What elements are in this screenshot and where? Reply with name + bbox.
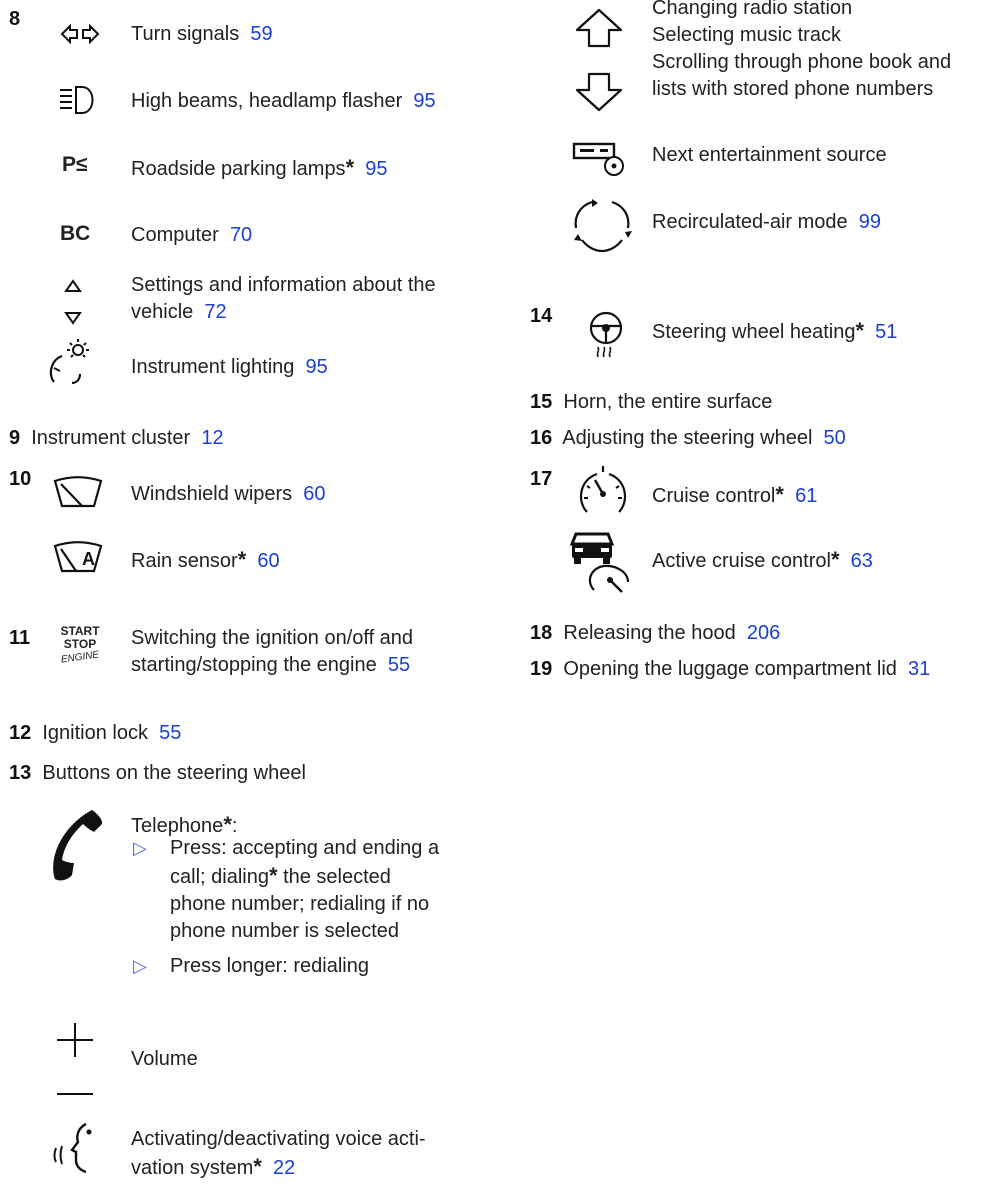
entry-label-line3: Scrolling through phone book and xyxy=(652,51,952,73)
optional-marker: * xyxy=(237,547,247,572)
high-beams-entry xyxy=(131,88,436,115)
entry-label: Computer xyxy=(131,224,219,246)
item-number-10: 10 xyxy=(9,468,32,490)
entry-label: Buttons on the steering wheel xyxy=(42,762,306,784)
bullet-line: Press: accepting and ending a xyxy=(170,837,440,859)
entry-label-line1: Switching the ignition on/off and xyxy=(131,627,414,649)
turn-signals-entry xyxy=(131,21,273,48)
entry-label: Roadside parking lamps xyxy=(131,158,346,180)
page-link[interactable]: 95 xyxy=(413,90,436,112)
optional-marker: * xyxy=(775,482,784,507)
entry-label: Active cruise control xyxy=(652,550,831,572)
entertainment-source-entry: Next entertainment source xyxy=(652,144,887,166)
entry-colon: : xyxy=(231,815,238,837)
entry-label-line2: vation system xyxy=(131,1157,254,1179)
voice-activation-icon xyxy=(52,1120,96,1186)
entry-label-line1: Settings and information about the xyxy=(131,274,436,296)
optional-marker: * xyxy=(345,155,355,180)
rain-sensor-entry xyxy=(131,546,280,575)
recirculation-entry xyxy=(652,209,881,236)
page-link[interactable]: 31 xyxy=(908,658,931,680)
item-number: 16 xyxy=(530,427,553,449)
page-link[interactable]: 60 xyxy=(303,483,326,505)
optional-marker: * xyxy=(855,318,865,343)
instrument-lighting-icon xyxy=(46,338,96,392)
settings-entry xyxy=(131,272,436,326)
entry-label: High beams, headlamp flasher xyxy=(131,90,403,112)
up-down-triangle-icon xyxy=(63,277,83,333)
page-link[interactable]: 99 xyxy=(858,211,882,233)
item-16 xyxy=(530,425,846,452)
optional-marker: * xyxy=(223,812,232,837)
page-link[interactable]: 51 xyxy=(875,321,898,343)
page-link[interactable]: 50 xyxy=(823,427,846,449)
instrument-lighting-entry xyxy=(131,354,328,381)
item-number: 9 xyxy=(9,427,21,449)
page-link[interactable]: 12 xyxy=(201,427,224,449)
entry-label: Recirculated-air mode xyxy=(652,211,848,233)
item-number: 19 xyxy=(530,658,553,680)
high-beam-icon xyxy=(58,85,98,121)
recirculation-icon xyxy=(570,196,634,260)
item-number-17: 17 xyxy=(530,468,553,490)
item-18 xyxy=(530,620,780,647)
phone-bullet-1 xyxy=(170,835,439,945)
page-link[interactable]: 72 xyxy=(204,301,227,323)
item-number-11: 11 xyxy=(9,627,31,649)
entry-label-line2: vehicle xyxy=(131,301,194,323)
item-number: 12 xyxy=(9,722,32,744)
entertainment-source-icon xyxy=(572,138,630,184)
entry-label: Windshield wipers xyxy=(131,483,293,505)
entry-label: Instrument lighting xyxy=(131,356,295,378)
entry-label: Adjusting the steering wheel xyxy=(562,427,813,449)
start-stop-icon xyxy=(55,625,105,664)
wipers-entry xyxy=(131,481,326,508)
item-number: 15 xyxy=(530,391,553,413)
entry-label-line1: Changing radio station xyxy=(652,0,853,19)
entry-label: Horn, the entire surface xyxy=(563,391,773,413)
item-15 xyxy=(530,389,772,416)
icon-text: START xyxy=(60,624,100,638)
entry-label: Releasing the hood xyxy=(563,622,736,644)
item-number-14: 14 xyxy=(530,305,553,327)
entry-label: Turn signals xyxy=(131,23,240,45)
ignition-entry xyxy=(131,625,413,679)
entry-label: Cruise control xyxy=(652,485,776,507)
page-link[interactable]: 60 xyxy=(257,550,280,572)
entry-label-line2: starting/stopping the engine xyxy=(131,654,377,676)
active-cruise-entry xyxy=(652,546,873,575)
cruise-control-entry xyxy=(652,481,817,510)
page-link[interactable]: 22 xyxy=(272,1157,296,1179)
page-link[interactable]: 63 xyxy=(850,550,873,572)
active-cruise-icon xyxy=(570,530,634,600)
item-12 xyxy=(9,720,181,747)
entry-label: Rain sensor xyxy=(131,550,238,572)
entry-label-line4: lists with stored phone numbers xyxy=(652,78,934,100)
entry-label: Ignition lock xyxy=(42,722,148,744)
optional-marker: * xyxy=(830,547,840,572)
cruise-control-icon xyxy=(575,464,631,526)
entry-label-line1: Activating/deactivating voice acti- xyxy=(131,1128,426,1150)
turn-signal-icon xyxy=(60,24,100,50)
voice-activation-entry xyxy=(131,1126,426,1182)
plus-minus-icon xyxy=(55,1020,95,1106)
radio-entry xyxy=(652,0,951,103)
entry-label: Steering wheel heating xyxy=(652,321,856,343)
item-13 xyxy=(9,760,306,787)
entry-label-line2: Selecting music track xyxy=(652,24,841,46)
entry-label: Opening the luggage compartment lid xyxy=(563,658,897,680)
steering-heating-icon xyxy=(586,311,626,365)
wiper-icon xyxy=(52,476,104,516)
page-link[interactable]: 70 xyxy=(229,224,253,246)
item-9 xyxy=(9,425,224,452)
svg-text:A: A xyxy=(82,549,95,569)
parking-lamp-icon: P≤ xyxy=(62,153,88,176)
volume-entry: Volume xyxy=(131,1048,198,1070)
telephone-icon xyxy=(50,808,105,889)
page-link[interactable]: 95 xyxy=(305,356,328,378)
rain-sensor-icon xyxy=(52,541,104,581)
page-link[interactable]: 59 xyxy=(250,23,273,45)
icon-text: STOP xyxy=(63,637,97,651)
page-link[interactable]: 61 xyxy=(795,485,818,507)
page-link[interactable]: 95 xyxy=(365,158,388,180)
entry-label: Instrument cluster xyxy=(31,427,191,449)
bc-icon: BC xyxy=(60,222,91,245)
bullet-icon: ▷ xyxy=(133,838,147,858)
arrow-up-icon xyxy=(573,8,625,54)
item-number: 18 xyxy=(530,622,553,644)
item-number-8: 8 xyxy=(9,8,21,30)
parking-lamps-entry xyxy=(131,154,388,183)
computer-entry xyxy=(131,222,252,249)
phone-bullet-2: Press longer: redialing xyxy=(170,955,369,977)
page-link[interactable]: 55 xyxy=(387,654,411,676)
page-link[interactable]: 55 xyxy=(159,722,182,744)
item-19 xyxy=(530,656,930,683)
steering-heating-entry xyxy=(652,317,897,346)
bullet-icon: ▷ xyxy=(133,956,147,976)
icon-text: ENGINE xyxy=(60,649,100,666)
page-link[interactable]: 206 xyxy=(746,622,781,644)
optional-marker: * xyxy=(268,863,278,888)
item-number: 13 xyxy=(9,762,32,784)
bullet-line: phone number; redialing if no xyxy=(170,893,430,915)
bullet-line: call; dialing xyxy=(170,866,269,888)
arrow-down-icon xyxy=(573,72,625,118)
optional-marker: * xyxy=(253,1154,262,1179)
bullet-line: phone number is selected xyxy=(170,920,400,942)
entry-label: Telephone xyxy=(131,815,224,837)
bullet-line: the selected xyxy=(277,866,391,888)
